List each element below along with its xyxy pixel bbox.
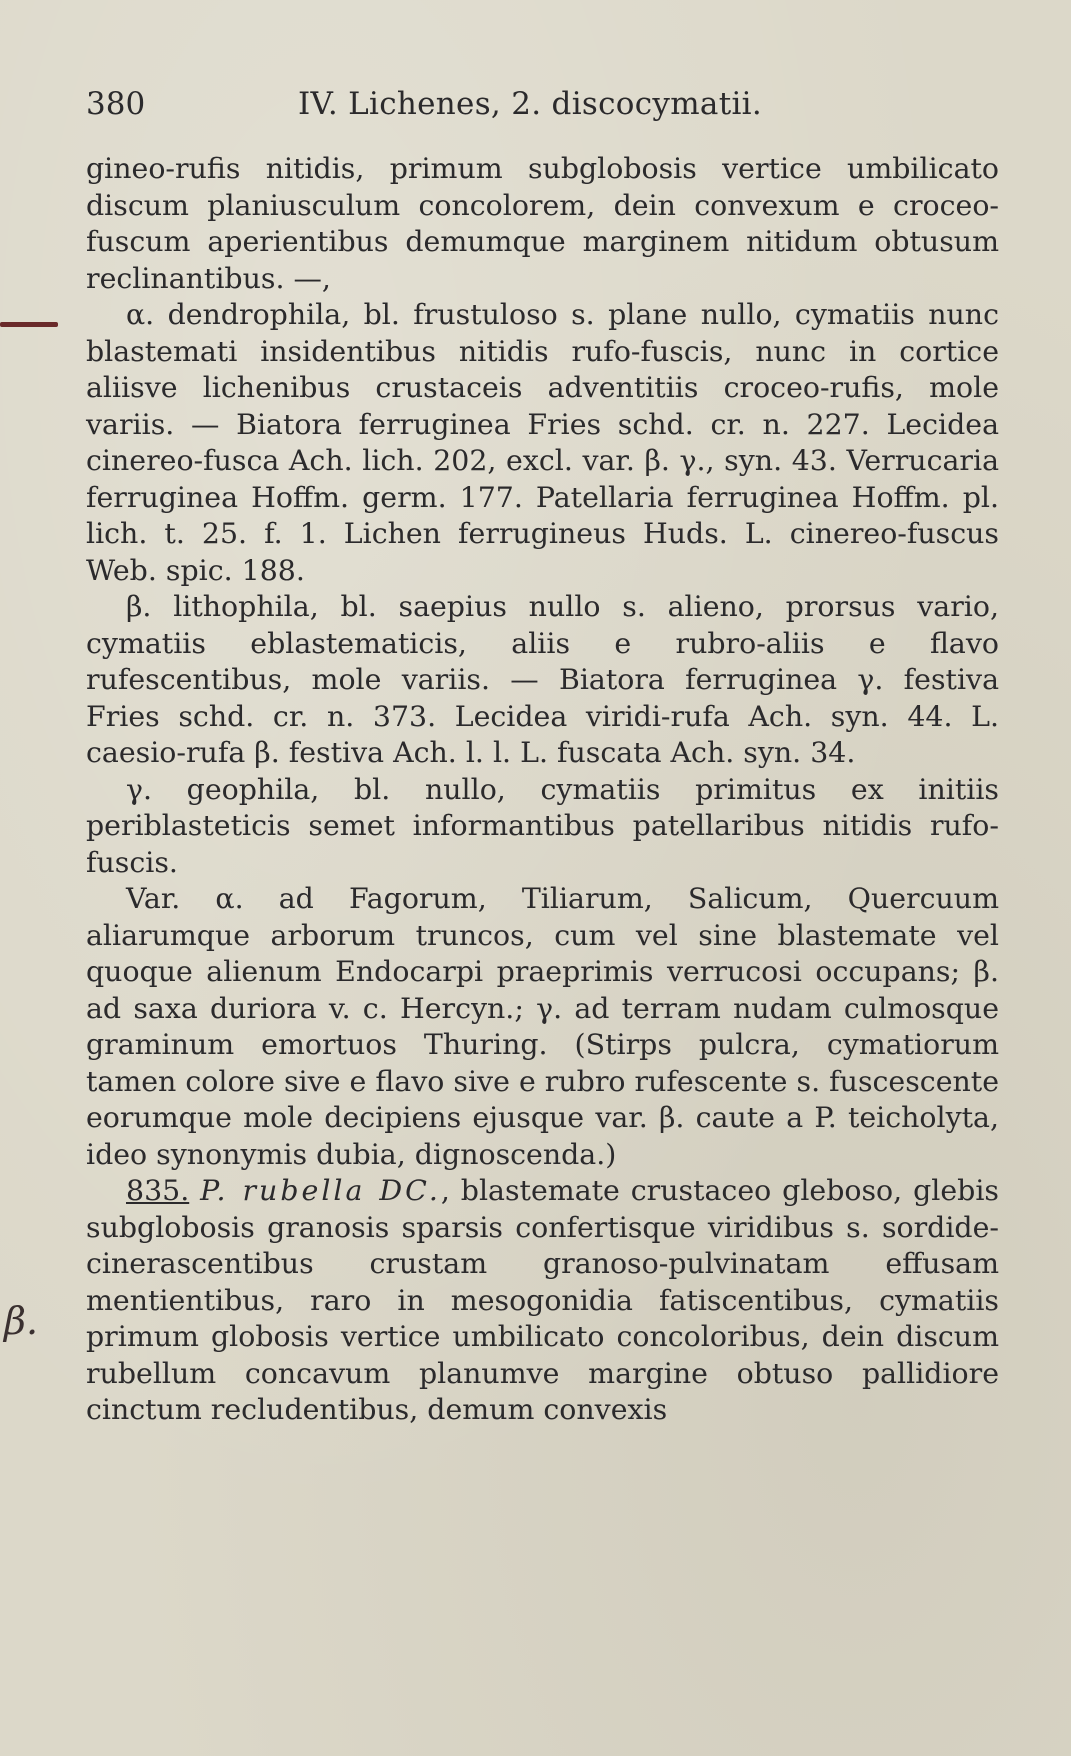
species-name: P. rubella DC. (200, 1174, 441, 1207)
page-number: 380 (86, 86, 146, 122)
paragraph-1: gineo-rufis nitidis, primum subglobosis vertice umbilicato discum planiusculum concolorem, dein convexum e croceo-fuscum aperientibus demumque marginem nitidum obtusum reclinantibus. —, (86, 152, 999, 295)
paragraph-var-alpha: α. dendrophila, bl. frustuloso s. plane nullo, cymatiis nunc blastemati insidentibus nitidis rufo-fuscis, nunc in cortice aliisve lichenibus crustaceis adventitiis croceo-rufis, mole variis. — Biatora ferruginea Fries schd. cr. n. 227. Lecidea cinereo-fusca Ach. lich. 202, excl. var. β. γ., syn. 43. Verrucaria ferruginea Hoffm. germ. 177. Patellaria ferruginea Hoffm. pl. lich. t. 25. f. 1. Lichen ferrugineus Huds. L. cinereo-fuscus Web. spic. 188. (86, 298, 999, 587)
margin-beta-note: β. (4, 1299, 39, 1343)
species-number: 835. (126, 1174, 190, 1207)
margin-dash-mark (0, 322, 58, 327)
species-description: , blastemate crustaceo gleboso, glebis subglobosis granosis sparsis confertisque viridibus s. sordide-cinerascentibus crustam granoso-pulvinatam effusam mentientibus, raro in mesogonidia fatiscentibus, cymatiis primum globosis vertice umbilicato concoloribus, dein discum rubellum concavum planumve margine obtuso pallidiore cinctum recludentibus, demum convexis (86, 1174, 999, 1426)
paragraph-habitat: Var. α. ad Fagorum, Tiliarum, Salicum, Quercuum aliarumque arborum truncos, cum vel sine blastemate vel quoque alienum Endocarpi praeprimis verrucosi occupans; β. ad saxa duriora v. c. Hercyn.; γ. ad terram nudam culmosque graminum emortuos Thuring. (Stirps pulcra, cymatiorum tamen colore sive e flavo sive e rubro rufescente s. fuscescente eorumque mole decipiens ejusque var. β. caute a P. teicholyta, ideo synonymis dubia, dignoscenda.) (86, 882, 999, 1171)
running-title: IV. Lichenes, 2. discocymatii. (298, 86, 763, 122)
paragraph-species-835 (86, 1173, 999, 1429)
page-header (86, 84, 926, 124)
paragraph-var-beta: β. lithophila, bl. saepius nullo s. alieno, prorsus vario, cymatiis eblastematicis, aliis e rubro-aliis e flavo rufescentibus, mole variis. — Biatora ferruginea γ. festiva Fries schd. cr. n. 373. Lecidea viridi-rufa Ach. syn. 44. L. caesio-rufa β. festiva Ach. l. l. L. fuscata Ach. syn. 34. (86, 590, 999, 769)
paragraph-var-gamma: γ. geophila, bl. nullo, cymatiis primitus ex initiis periblasteticis semet informantibus patellaribus nitidis rufo-fuscis. (86, 772, 999, 879)
text-body (86, 151, 999, 1429)
